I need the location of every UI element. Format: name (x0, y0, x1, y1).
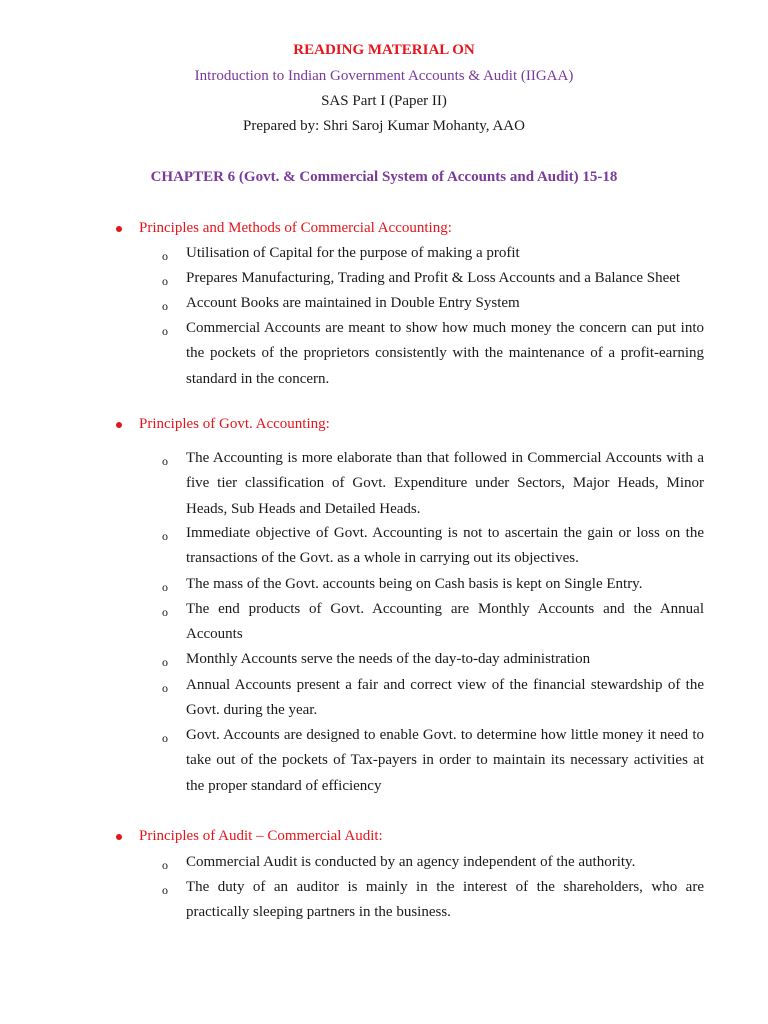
list-item: The duty of an auditor is mainly in the interest of the shareholders, who are practically sleeping partners in the business. (186, 879, 704, 921)
item-bullet-icon: o (162, 274, 168, 288)
list-item: Utilisation of Capital for the purpose of making a profit (186, 245, 520, 261)
section-bullet-icon (116, 226, 122, 232)
list-item: Commercial Accounts are meant to show how much money the concern can put into the pockets of the proprietors consistently with the maintenance of a profit-earning standard in the concern. (186, 320, 704, 387)
section-bullet-icon (116, 422, 122, 428)
list-item: Annual Accounts present a fair and correct view of the financial stewardship of the Govt. during the year. (186, 677, 704, 719)
section-heading-commercial-accounting: Principles and Methods of Commercial Accounting: (139, 220, 452, 236)
list-item: Prepares Manufacturing, Trading and Profit & Loss Accounts and a Balance Sheet (186, 270, 681, 286)
list-item: Monthly Accounts serve the needs of the day-to-day administration (186, 651, 591, 667)
list-item: Commercial Audit is conducted by an agency independent of the authority. (186, 854, 636, 870)
section-heading-govt-accounting: Principles of Govt. Accounting: (139, 416, 330, 432)
item-bullet-icon: o (162, 324, 168, 338)
list-item: The mass of the Govt. accounts being on Cash basis is kept on Single Entry. (186, 576, 643, 592)
item-bullet-icon: o (162, 731, 168, 745)
list-item: Account Books are maintained in Double Entry System (186, 295, 520, 311)
prepared-by: Prepared by: Shri Saroj Kumar Mohanty, AAO (243, 118, 525, 134)
item-bullet-icon: o (162, 249, 168, 263)
item-bullet-icon: o (162, 883, 168, 897)
list-item: The end products of Govt. Accounting are Monthly Accounts and the Annual Accounts (186, 601, 704, 643)
list-item: Govt. Accounts are designed to enable Govt. to determine how little money it need to take out of the pockets of Tax-payers in order to maintain its necessary activities at the proper standard of efficiency (186, 727, 704, 794)
section-heading-commercial-audit: Principles of Audit – Commercial Audit: (139, 828, 383, 844)
section-bullet-icon (116, 834, 122, 840)
list-item: The Accounting is more elaborate than that followed in Commercial Accounts with a five tier classification of Govt. Expenditure under Sectors, Major Heads, Minor Heads, Sub Heads and Detailed Heads. (186, 450, 704, 517)
document-title: READING MATERIAL ON (293, 42, 475, 58)
item-bullet-icon: o (162, 655, 168, 669)
item-bullet-icon: o (162, 580, 168, 594)
item-bullet-icon: o (162, 299, 168, 313)
item-bullet-icon: o (162, 454, 168, 468)
list-item: Immediate objective of Govt. Accounting is not to ascertain the gain or loss on the transactions of the Govt. as a whole in carrying out its objectives. (186, 525, 704, 567)
chapter-heading: CHAPTER 6 (Govt. & Commercial System of Accounts and Audit) 15-18 (150, 169, 618, 185)
item-bullet-icon: o (162, 681, 168, 695)
item-bullet-icon: o (162, 605, 168, 619)
paper-label: SAS Part I (Paper II) (321, 93, 447, 109)
item-bullet-icon: o (162, 529, 168, 543)
document-subtitle: Introduction to Indian Government Accounts & Audit (IIGAA) (194, 68, 574, 84)
item-bullet-icon: o (162, 858, 168, 872)
